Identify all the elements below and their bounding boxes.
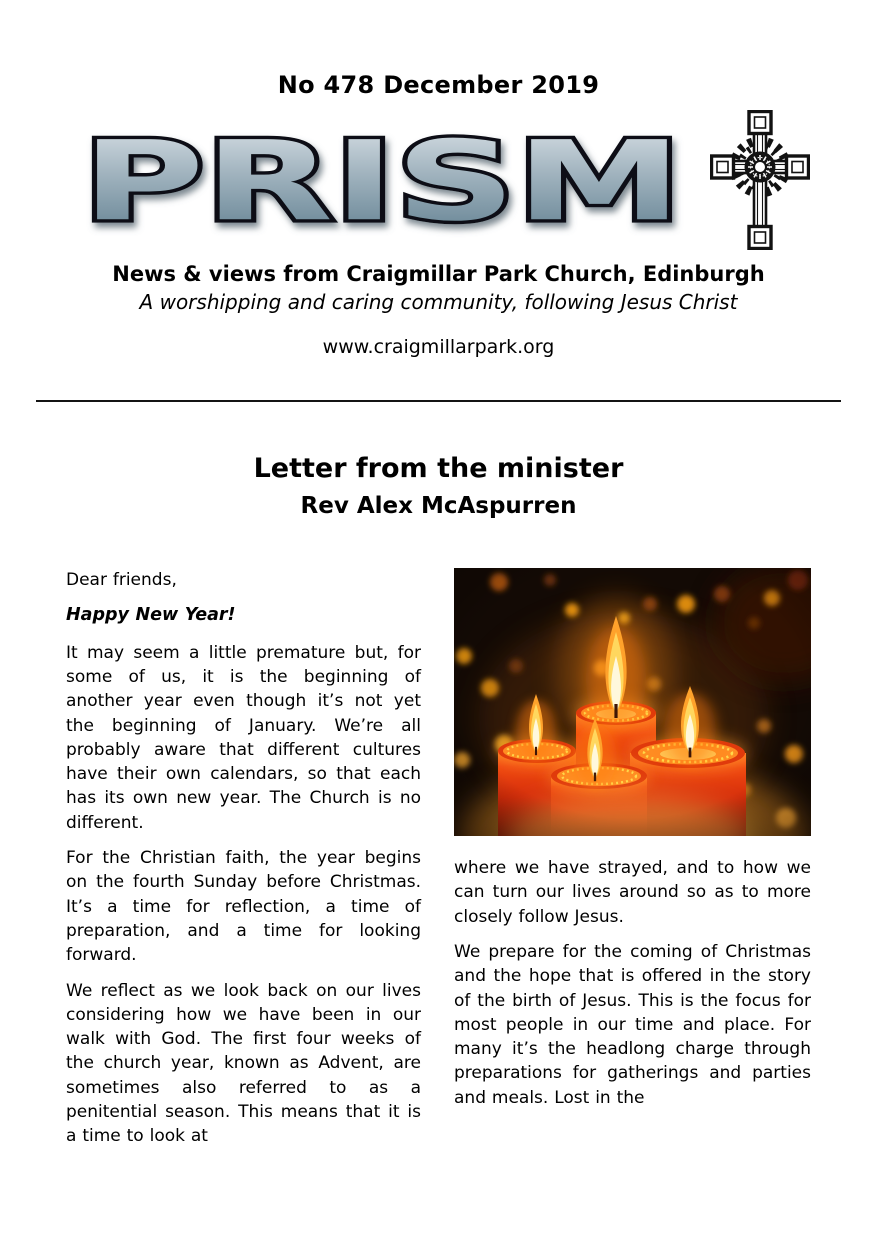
paragraph: For the Christian faith, the year begins on the fourth Sunday before Christmas. It’s a time for reflection, a time of preparation, and a time for looking forward.	[66, 848, 421, 966]
right-column	[454, 568, 811, 1160]
paragraph: We reflect as we look back on our lives considering how we have been in our walk with God. The first four weeks of the church year, known as Advent, are sometimes also referred to as a penitential season. This means that it is a time to look at	[66, 980, 421, 1147]
newsletter-subtitle: News & views from Craigmillar Park Church, Edinburgh	[112, 261, 765, 286]
website-url: www.craigmillarpark.org	[322, 335, 555, 358]
greeting: Happy New Year!	[66, 605, 236, 626]
cross-sun-disc	[744, 151, 775, 182]
paragraph: We prepare for the coming of Christmas and the hope that is offered in the story of the birth of Jesus. This is the focus for most people in our time and place. For many it’s the headlong charge through preparations for gatherings and parties and meals. Lost in the	[454, 941, 811, 1108]
article-author: Rev Alex McAspurren	[300, 492, 577, 519]
newsletter-motto: A worshipping and caring community, following Jesus Christ	[139, 289, 738, 314]
candles-photo	[454, 568, 811, 836]
masthead	[36, 108, 841, 252]
salutation: Dear friends,	[66, 570, 177, 591]
paragraph: where we have strayed, and to how we can turn our lives around so as to more closely follow Jesus.	[454, 858, 811, 927]
prism-logo-text: PRISM	[81, 116, 682, 245]
left-column	[66, 568, 421, 1160]
issue-line: No 478 December 2019	[277, 71, 600, 99]
ornate-cross-icon	[710, 110, 810, 250]
paragraph: It may seem a little premature but, for some of us, it is the beginning of another year even though it’s not yet the beginning of January. We’re all probably aware that different cultures have their own calendars, so that each has its own new year. The Church is no different.	[66, 642, 421, 833]
prism-logo	[68, 116, 696, 245]
article-body	[36, 568, 841, 1160]
article-title: Letter from the minister	[253, 452, 624, 484]
divider-rule	[36, 400, 841, 402]
